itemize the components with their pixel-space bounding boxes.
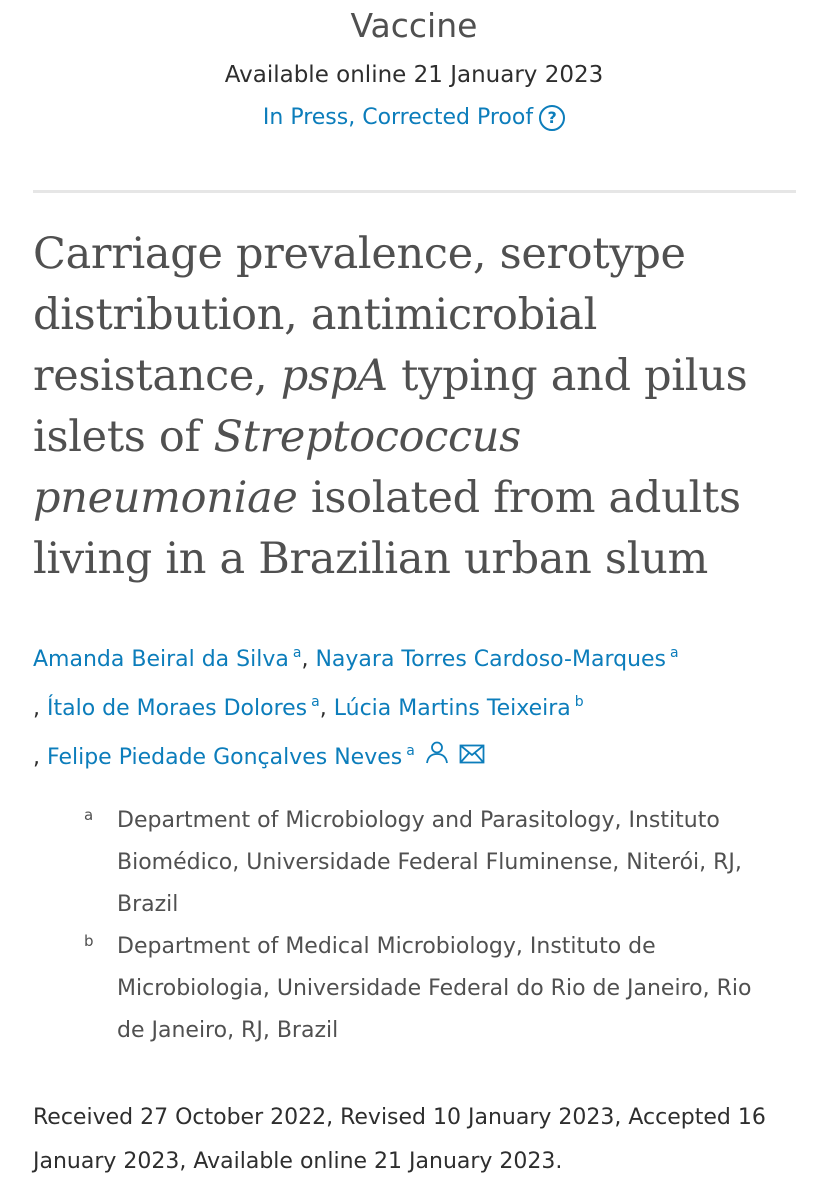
author-affil-sup[interactable]: a: [292, 645, 302, 661]
divider: [33, 190, 796, 193]
author-separator: ,: [33, 696, 47, 721]
author-affil-sup[interactable]: a: [670, 645, 679, 661]
author-separator: ,: [319, 696, 334, 721]
author-affil-sup[interactable]: a: [311, 694, 320, 710]
status-label[interactable]: In Press, Corrected Proof: [262, 105, 534, 130]
affiliation-b: [84, 926, 784, 1052]
affiliation-a: [84, 800, 784, 926]
author-separator: ,: [301, 647, 316, 672]
title-gene: pspA: [280, 351, 388, 401]
author-affil-sup[interactable]: b: [574, 694, 584, 710]
article-status[interactable]: [0, 105, 828, 131]
title-part1: Carriage prevalence, serotype distribution, antimicrobial resistance,: [33, 229, 686, 401]
author-link[interactable]: Lúcia Martins Teixeira: [333, 696, 571, 721]
available-online: Available online 21 January 2023: [224, 62, 604, 88]
author-link[interactable]: Amanda Beiral da Silva: [33, 647, 289, 672]
article-dates: Received 27 October 2022, Revised 10 January 2023, Accepted 16 January 2023, Available online 21 January 2023.: [33, 1105, 766, 1174]
help-icon[interactable]: ?: [539, 105, 565, 131]
affiliation-label: b: [84, 932, 94, 950]
author-link[interactable]: Ítalo de Moraes Dolores: [47, 696, 308, 721]
person-icon[interactable]: [425, 737, 449, 779]
title-part3: isolated from adults living in a Brazilian urban slum: [33, 473, 741, 584]
journal-name[interactable]: Vaccine: [350, 6, 478, 45]
author-link[interactable]: Nayara Torres Cardoso-Marques: [315, 647, 667, 672]
author-link[interactable]: Felipe Piedade Gonçalves Neves: [47, 745, 403, 770]
affiliation-label: a: [84, 806, 94, 824]
author-list: [33, 632, 803, 779]
author-separator: ,: [33, 745, 47, 770]
author-affil-sup[interactable]: a: [406, 743, 415, 759]
mail-icon[interactable]: [459, 737, 485, 779]
affiliation-text: Department of Microbiology and Parasitology, Instituto Biomédico, Universidade Federal Fluminense, Niterói, RJ, Brazil: [117, 808, 742, 917]
article-title: [33, 224, 793, 590]
title-species: Streptococcus pneumoniae: [33, 412, 521, 523]
affiliation-text: Department of Medical Microbiology, Instituto de Microbiologia, Universidade Federal do Rio de Janeiro, Rio de Janeiro, RJ, Brazil: [117, 934, 752, 1043]
title-part2: typing and pilus islets of: [33, 351, 748, 462]
